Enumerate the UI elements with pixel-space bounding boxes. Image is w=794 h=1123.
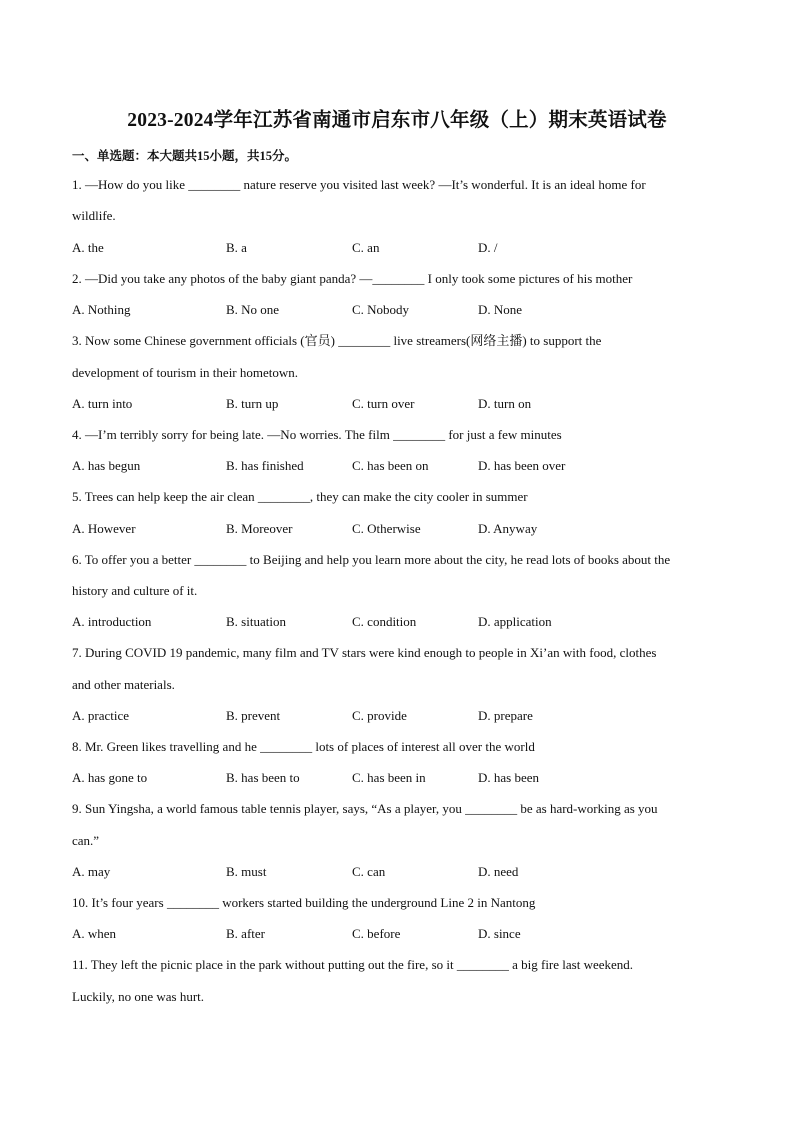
question-1-line-1: 1. —How do you like ________ nature reserve you visited last week? —It’s wonderful. It is an ideal home for (72, 177, 646, 192)
option-c: C. Nobody (352, 302, 410, 317)
question-9-line-1: 9. Sun Yingsha, a world famous table tennis player, says, “As a player, you ________ be as hard-working as you (72, 801, 658, 816)
question-10-line-1: 10. It’s four years ________ workers started building the underground Line 2 in Nantong (72, 895, 536, 910)
option-d: D. Anyway (478, 521, 538, 536)
option-b: B. after (226, 926, 265, 941)
option-b: B. Moreover (226, 521, 293, 536)
question-8-options (72, 770, 732, 786)
question-6-line-2: history and culture of it. (72, 583, 198, 598)
option-a: A. may (72, 864, 111, 879)
option-d: D. since (478, 926, 521, 941)
page-title: 2023-2024学年江苏省南通市启东市八年级（上）期末英语试卷 (127, 110, 667, 131)
option-a: A. has begun (72, 458, 141, 473)
option-d: D. prepare (478, 708, 533, 723)
option-d: D. application (478, 614, 552, 629)
question-2-options (72, 302, 732, 318)
option-b: B. has finished (226, 458, 304, 473)
question-7-line-2: and other materials. (72, 677, 175, 692)
option-d: D. / (478, 240, 498, 255)
option-c: C. provide (352, 708, 407, 723)
option-d: D. turn on (478, 396, 532, 411)
question-6-line-1: 6. To offer you a better ________ to Beijing and help you learn more about the city, he read lots of books about the (72, 552, 671, 567)
option-a: A. introduction (72, 614, 152, 629)
question-3-line-2: development of tourism in their hometown. (72, 365, 299, 380)
question-9-line-2: can.” (72, 833, 100, 848)
option-c: C. before (352, 926, 401, 941)
question-3-line-1: 3. Now some Chinese government officials (官员) ________ live streamers(网络主播) to support the (72, 333, 602, 348)
question-2-line-1: 2. —Did you take any photos of the baby giant panda? —________ I only took some pictures of his mother (72, 271, 633, 286)
option-b: B. a (226, 240, 247, 255)
question-3-options (72, 396, 732, 412)
option-d: D. has been over (478, 458, 566, 473)
option-a: A. turn into (72, 396, 133, 411)
option-c: C. can (352, 864, 386, 879)
question-4-line-1: 4. —I’m terribly sorry for being late. —No worries. The film ________ for just a few minutes (72, 427, 562, 442)
option-c: C. has been in (352, 770, 426, 785)
option-d: D. None (478, 302, 523, 317)
question-1-line-2: wildlife. (72, 208, 116, 223)
option-c: C. turn over (352, 396, 415, 411)
option-a: A. when (72, 926, 117, 941)
question-11-line-2: Luckily, no one was hurt. (72, 989, 205, 1004)
question-11-line-1: 11. They left the picnic place in the park without putting out the fire, so it ________ a big fire last weekend. (72, 957, 634, 972)
option-c: C. has been on (352, 458, 429, 473)
question-7-options (72, 708, 732, 724)
question-5-options (72, 521, 732, 537)
question-9-options (72, 864, 732, 880)
question-10-options (72, 926, 732, 942)
option-b: B. must (226, 864, 267, 879)
option-a: A. However (72, 521, 136, 536)
option-b: B. turn up (226, 396, 279, 411)
question-5-line-1: 5. Trees can help keep the air clean ________, they can make the city cooler in summer (72, 489, 528, 504)
option-b: B. situation (226, 614, 286, 629)
option-a: A. the (72, 240, 104, 255)
option-b: B. prevent (226, 708, 281, 723)
question-6-options (72, 614, 732, 630)
option-d: D. need (478, 864, 519, 879)
option-c: C. Otherwise (352, 521, 421, 536)
option-b: B. No one (226, 302, 280, 317)
option-d: D. has been (478, 770, 540, 785)
question-7-line-1: 7. During COVID 19 pandemic, many film and TV stars were kind enough to people in Xi’an with food, clothes (72, 645, 657, 660)
option-a: A. has gone to (72, 770, 148, 785)
option-c: C. condition (352, 614, 417, 629)
question-4-options (72, 458, 732, 474)
option-c: C. an (352, 240, 380, 255)
option-a: A. Nothing (72, 302, 131, 317)
section-heading: 一、单选题：本大题共15小题，共15分。 (72, 149, 298, 163)
question-8-line-1: 8. Mr. Green likes travelling and he ________ lots of places of interest all over the world (72, 739, 535, 754)
option-a: A. practice (72, 708, 130, 723)
question-1-options (72, 240, 732, 256)
option-b: B. has been to (226, 770, 300, 785)
